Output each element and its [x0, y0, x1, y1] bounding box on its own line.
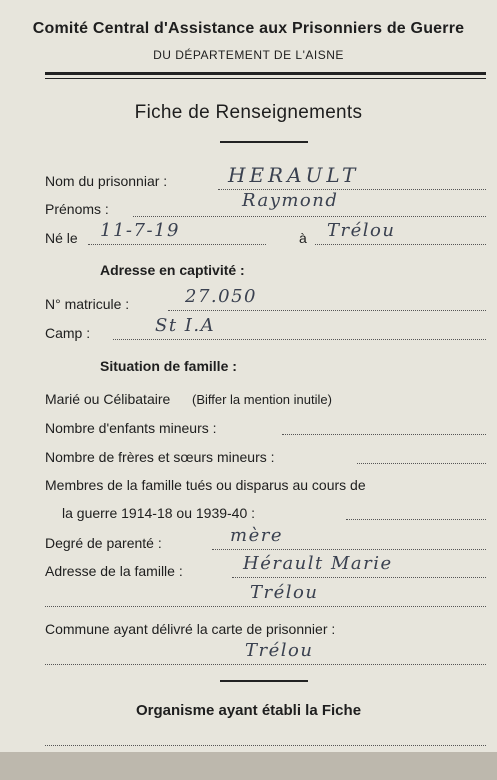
camp-label: Camp :: [45, 325, 91, 341]
enfants-line: [282, 434, 486, 435]
freres-line: [357, 463, 486, 464]
ne-le-value: 11-7-19: [100, 220, 180, 241]
section-divider: [220, 680, 308, 682]
situation-famille-heading: Situation de famille :: [100, 358, 237, 374]
organisme-line: [45, 745, 486, 746]
prenoms-line: [133, 216, 486, 217]
form-title: Fiche de Renseignements: [134, 102, 363, 123]
membres-label-1: Membres de la famille tués ou disparus au cours de: [45, 477, 366, 493]
header-rule-thick: [45, 72, 486, 75]
ne-le-label: Né le: [45, 230, 78, 246]
card-bottom-edge: [0, 752, 497, 780]
commune-label: Commune ayant délivré la carte de prisonnier :: [45, 621, 336, 637]
parente-line: [212, 549, 486, 550]
camp-line: [113, 339, 486, 340]
parente-label: Degré de parenté :: [45, 535, 162, 551]
matricule-line: [168, 310, 486, 311]
commune-value: Trélou: [245, 640, 314, 661]
adresse-famille-line-2: [45, 606, 486, 607]
matricule-label: N° matricule :: [45, 296, 130, 312]
marie-label: Marié ou Célibataire: [45, 391, 171, 407]
adresse-famille-value-1: Hérault Marie: [243, 553, 393, 574]
title-underline: [220, 141, 308, 143]
department-name: DU DÉPARTEMENT DE L'AISNE: [153, 48, 344, 62]
ne-a-line: [315, 244, 486, 245]
ne-a-label: à: [299, 230, 307, 246]
adresse-famille-label: Adresse de la famille :: [45, 563, 183, 579]
ne-le-line: [88, 244, 266, 245]
freres-label: Nombre de frères et sœurs mineurs :: [45, 449, 275, 465]
ne-a-value: Trélou: [327, 220, 396, 241]
parente-value: mère: [230, 525, 283, 546]
prenoms-label: Prénoms :: [45, 201, 109, 217]
organization-name: Comité Central d'Assistance aux Prisonniers de Guerre: [32, 20, 465, 37]
membres-line: [346, 519, 486, 520]
nom-value: HERAULT: [228, 163, 360, 187]
adresse-famille-line-1: [232, 577, 486, 578]
camp-value: St I.A: [155, 315, 216, 336]
adresse-captivite-heading: Adresse en captivité :: [100, 262, 245, 278]
membres-label-2: la guerre 1914-18 ou 1939-40 :: [62, 505, 256, 521]
marie-note: (Biffer la mention inutile): [192, 392, 332, 407]
prenoms-value: Raymond: [242, 190, 339, 211]
nom-label: Nom du prisonniar :: [45, 173, 168, 189]
commune-line: [45, 664, 486, 665]
matricule-value: 27.050: [185, 286, 257, 307]
enfants-label: Nombre d'enfants mineurs :: [45, 420, 217, 436]
adresse-famille-value-2: Trélou: [250, 582, 319, 603]
header-rule-thin: [45, 78, 486, 79]
organisme-label: Organisme ayant établi la Fiche: [135, 702, 362, 719]
